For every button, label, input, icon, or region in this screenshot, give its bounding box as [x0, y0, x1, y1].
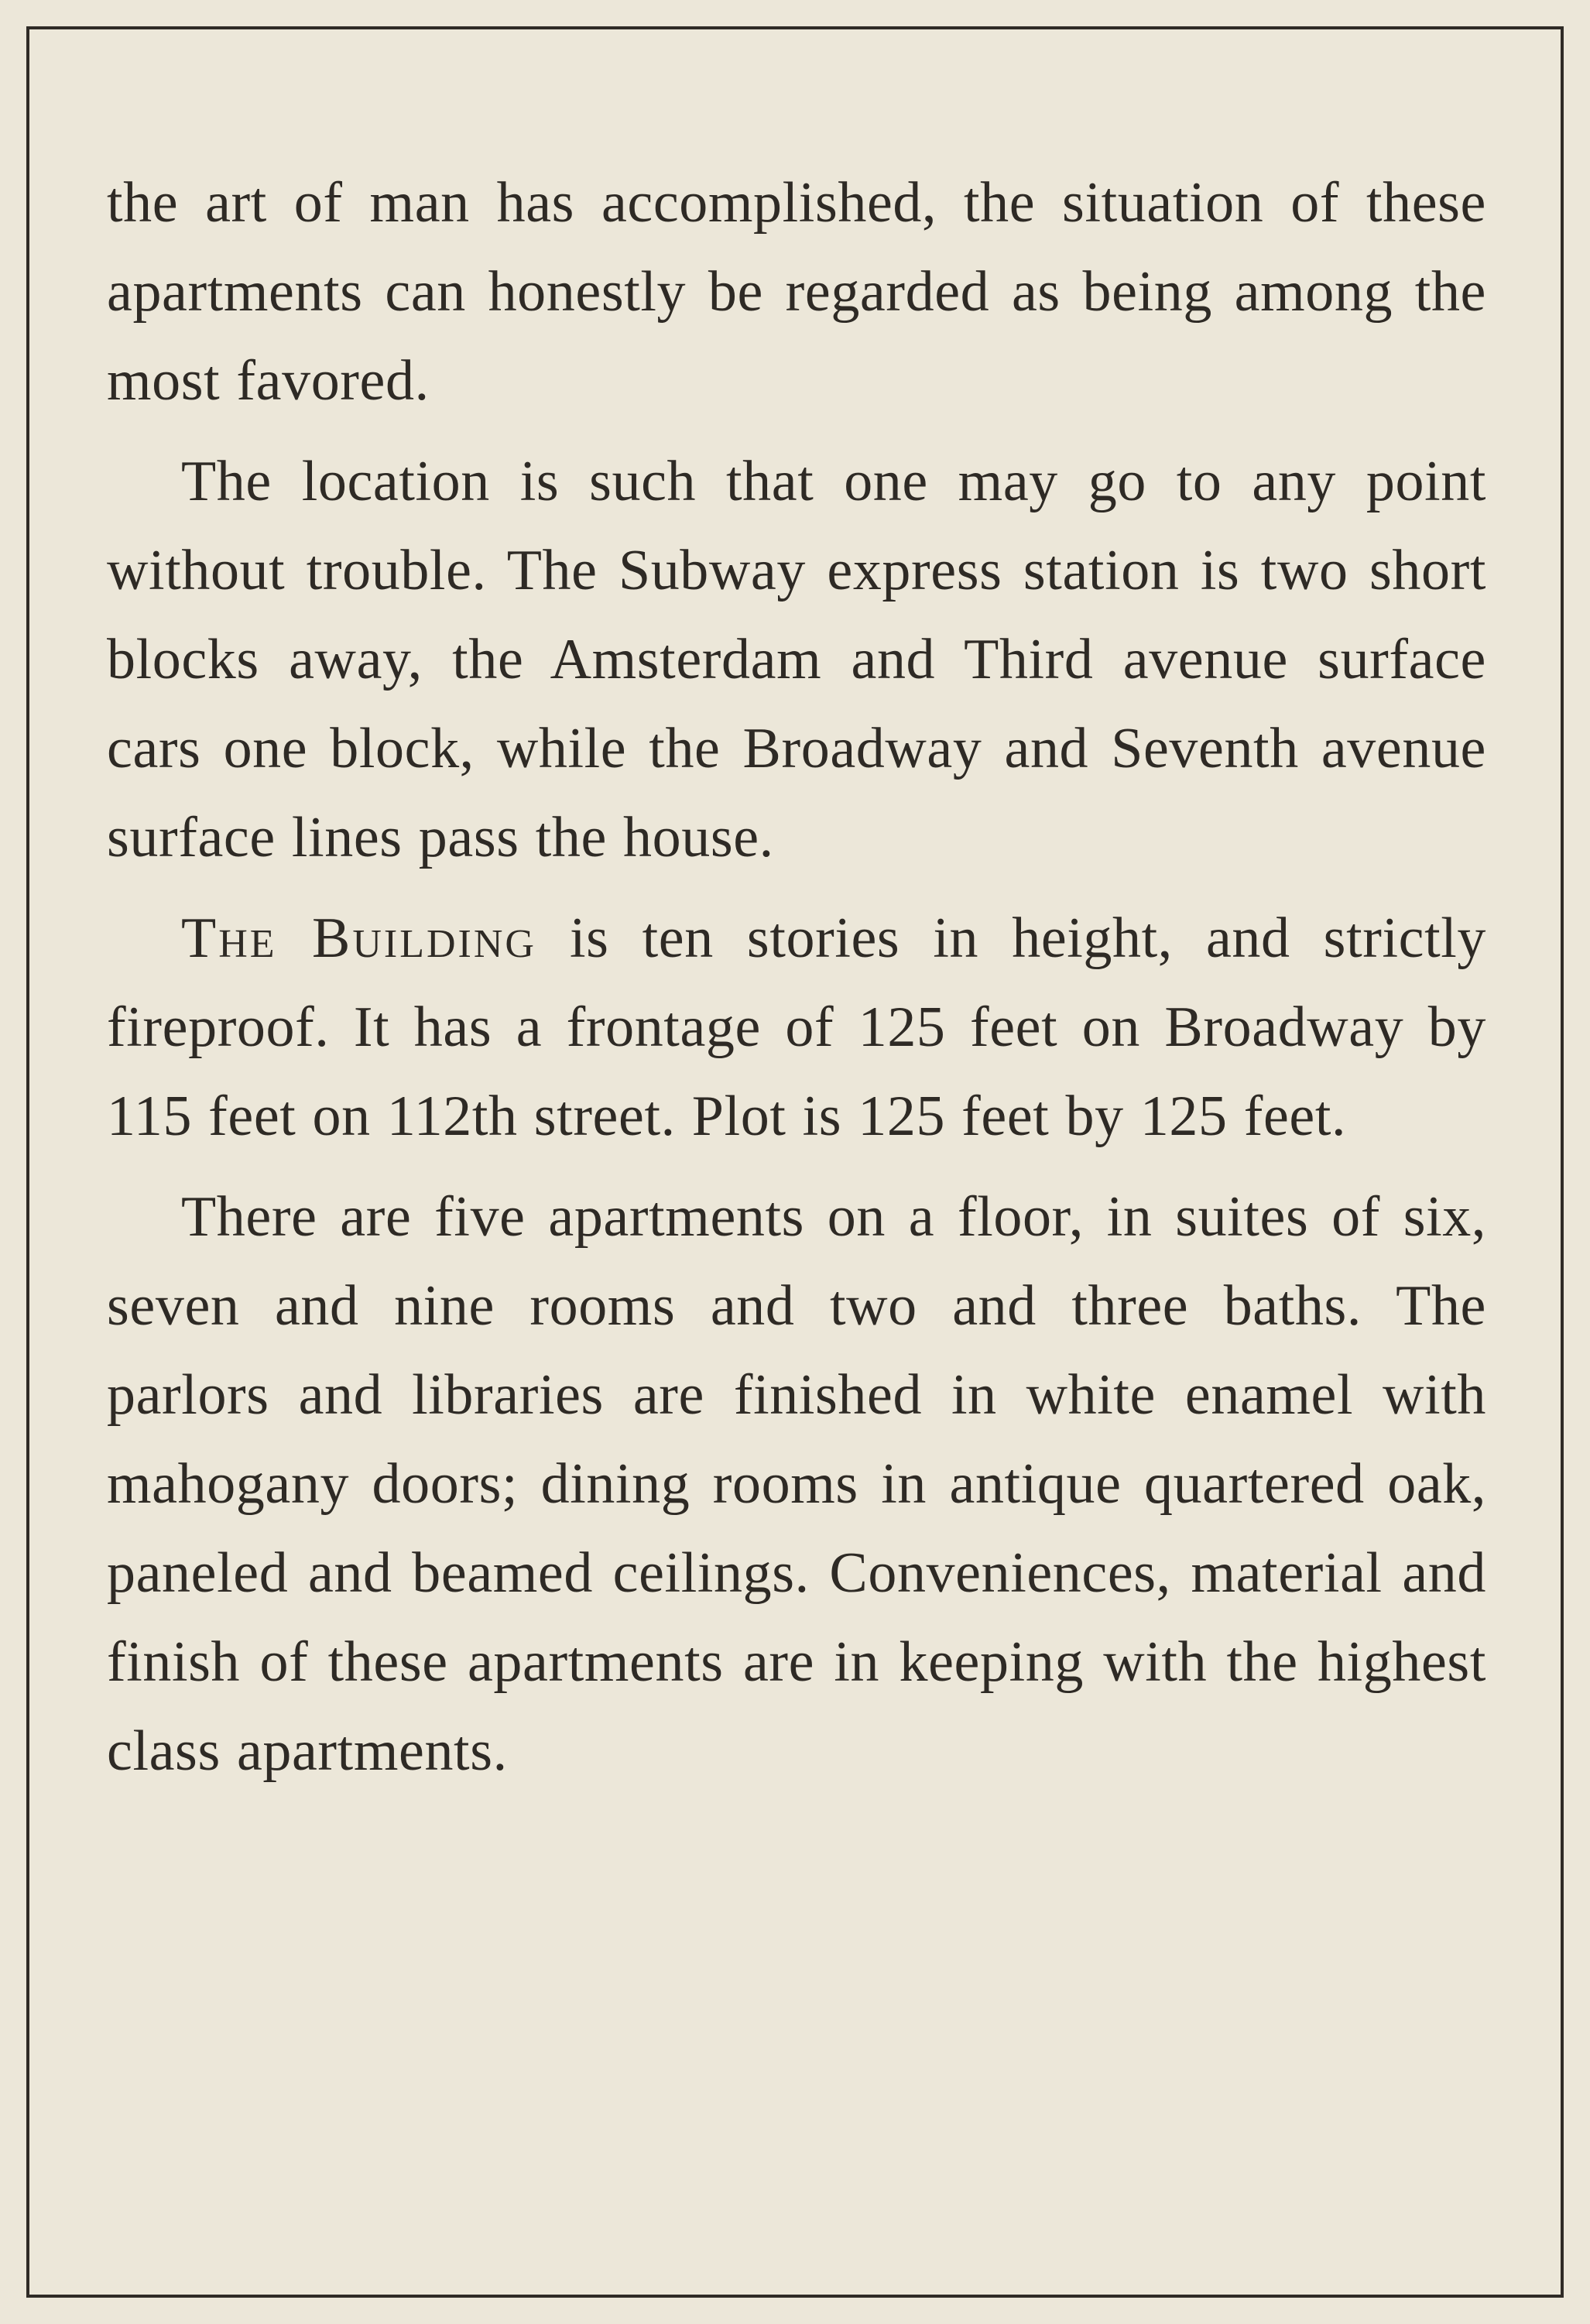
paragraph-text: the art of man has accomplished, the situation of these apartments can honestly be regarded as being among the most favored.	[107, 171, 1486, 413]
paragraph-location	[107, 437, 1486, 883]
section-lead-the-building: The Building	[181, 907, 536, 970]
paragraph-apartments	[107, 1173, 1486, 1796]
paragraph-text: The location is such that one may go to any point without trouble. The Subway express station is two short blocks away, the Amsterdam and Third avenue surface cars one block, while the Broadway and Seventh avenue surface lines pass the house.	[107, 450, 1486, 869]
paragraph-building	[107, 894, 1486, 1161]
body-text	[107, 159, 1486, 1796]
paragraph-text: is ten stories in height, and strictly fireproof. It has a frontage of 125 feet on Broadway by 115 feet on 112th street. Plot is 125 feet by 125 feet.	[107, 907, 1486, 1148]
paragraph-text: There are five apartments on a floor, in suites of six, seven and nine rooms and two and three baths. The parlors and libraries are finished in white enamel with mahogany doors; dining rooms in antique quartered oak, paneled and beamed ceilings. Conveniences, material and finish of these apartments are in keeping with the highest class apartments.	[107, 1185, 1486, 1783]
paragraph-situation	[107, 159, 1486, 426]
